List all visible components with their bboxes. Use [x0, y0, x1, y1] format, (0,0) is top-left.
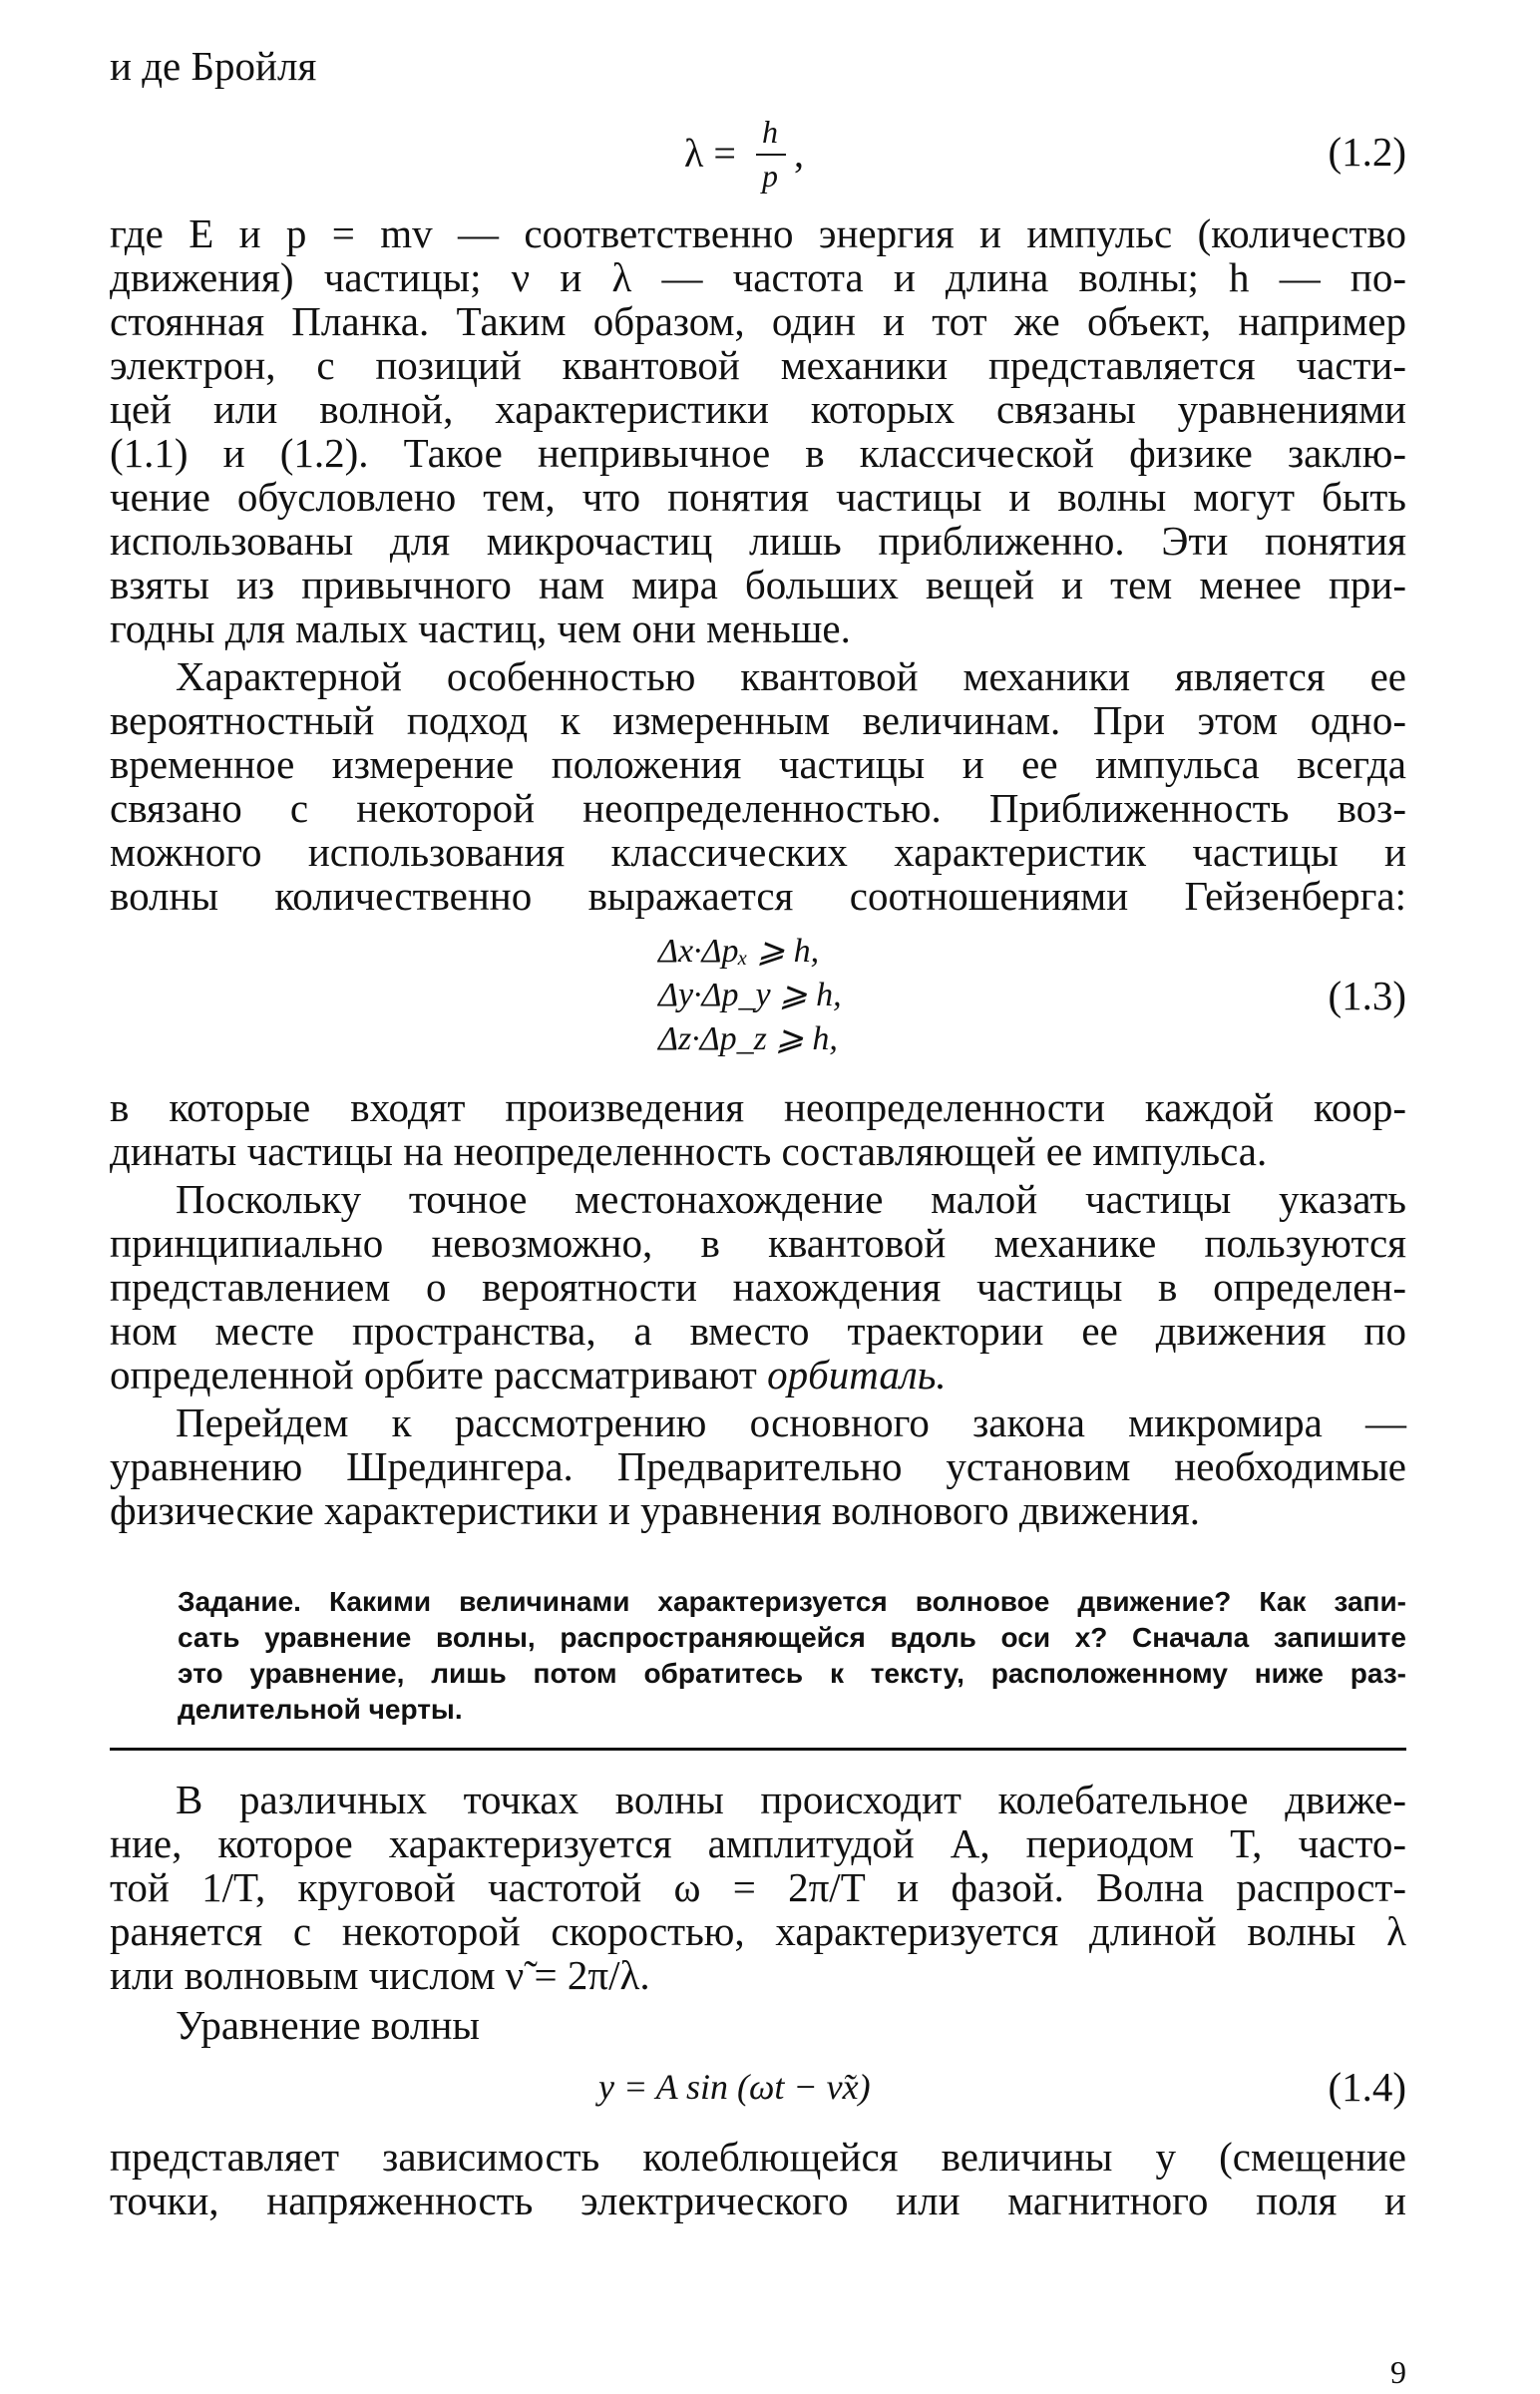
eq14-label: (1.4)	[1328, 2064, 1406, 2110]
eq13-label: (1.3)	[1328, 973, 1406, 1018]
eq12-denominator: p	[762, 158, 778, 194]
para2-line: волны количественно выражается соотношениями Гейзенберга:	[110, 873, 1406, 919]
para7-line: Уравнение волны	[176, 2002, 480, 2048]
eq13-line: Δx·Δpₓ ⩾ h,	[658, 933, 820, 970]
para4-line: ном месте пространства, а вместо траектории ее движения по	[110, 1308, 1406, 1354]
para5-line: Перейдем к рассмотрению основного закона микромира —	[176, 1399, 1406, 1445]
eq13-line: Δz·Δp_z ⩾ h,	[658, 1020, 838, 1057]
para2-line: временное измерение положения частицы и ее импульса всегда	[110, 741, 1406, 787]
para1-line: где E и p = mv — соответственно энергия и импульс (количество	[110, 210, 1406, 256]
para5-line: физические характеристики и уравнения волнового движения.	[110, 1487, 1201, 1533]
intro-line: и де Бройля	[110, 43, 317, 89]
para6-line: В различных точках волны происходит колебательное движе-	[176, 1777, 1406, 1822]
para1-line: (1.1) и (1.2). Такое непривычное в классической физике заклю-	[110, 430, 1406, 476]
divider-rule	[110, 1748, 1406, 1751]
para4-line: Поскольку точное местонахождение малой частицы указать	[176, 1176, 1406, 1222]
task-line: делительной черты.	[178, 1694, 463, 1725]
para4-line: представлением о вероятности нахождения частицы в определен-	[110, 1264, 1406, 1310]
task-line: это уравнение, лишь потом обратитесь к тексту, расположенному ниже раз-	[178, 1658, 1406, 1689]
eq12-lhs: λ =	[684, 131, 736, 176]
para4-last-text: определенной орбите рассматривают	[110, 1352, 757, 1397]
para1-line: цей или волной, характеристики которых связаны уравнениями	[110, 386, 1406, 432]
para1-line: взяты из привычного нам мира больших вещей и тем менее при-	[110, 562, 1406, 607]
para1-line: движения) частицы; ν и λ — частота и длина волны; h — по-	[110, 254, 1406, 300]
para6-line: той 1/T, круговой частотой ω = 2π/T и фазой. Волна распрост-	[110, 1864, 1406, 1910]
para6-line: раняется с некоторой скоростью, характеризуется длиной волны λ	[110, 1908, 1406, 1954]
para8-line: представляет зависимость колеблющейся величины y (смещение	[110, 2134, 1406, 2180]
para5-line: уравнению Шредингера. Предварительно установим необходимые	[110, 1443, 1406, 1489]
para6-line: или волновым числом ν̃ = 2π/λ.	[110, 1952, 650, 1998]
para6-line: ние, которое характеризуется амплитудой A, периодом T, часто-	[110, 1820, 1406, 1866]
para2-line: связано с некоторой неопределенностью. Приближенность воз-	[110, 785, 1406, 831]
para8-line: точки, напряженность электрического или магнитного поля и	[110, 2178, 1406, 2223]
para2-line: Характерной особенностью квантовой механики является ее	[176, 653, 1406, 699]
para2-line: можного использования классических характеристик частицы и	[110, 829, 1406, 875]
task-line: сать уравнение волны, распространяющейся вдоль оси x? Сначала запишите	[178, 1622, 1406, 1653]
eq12-fraction-bar	[756, 154, 786, 156]
orbital-term: орбиталь.	[767, 1352, 947, 1397]
para3-line: в которые входят произведения неопределенности каждой коор-	[110, 1084, 1406, 1130]
para1-line: годны для малых частиц, чем они меньше.	[110, 605, 851, 651]
para1-line: электрон, с позиций квантовой механики представляется части-	[110, 342, 1406, 388]
para1-line: стоянная Планка. Таким образом, один и тот же объект, например	[110, 298, 1406, 344]
para4-last-line	[110, 1353, 1406, 1396]
eq12-comma: ,	[794, 131, 804, 176]
para4-line: принципиально невозможно, в квантовой механике пользуются	[110, 1220, 1406, 1266]
para1-line: использованы для микрочастиц лишь приближенно. Эти понятия	[110, 518, 1406, 564]
eq13-line: Δy·Δp_y ⩾ h,	[658, 977, 842, 1013]
para2-line: вероятностный подход к измеренным величинам. При этом одно-	[110, 697, 1406, 743]
para1-line: чение обусловлено тем, что понятия частицы и волны могут быть	[110, 474, 1406, 520]
eq14-formula: y = A sin (ωt − ν̃x)	[598, 2067, 871, 2107]
para3-line: динаты частицы на неопределенность составляющей ее импульса.	[110, 1128, 1268, 1174]
eq12-label: (1.2)	[1328, 129, 1406, 175]
task-line: Задание. Какими величинами характеризуется волновое движение? Как запи-	[178, 1586, 1406, 1617]
page-number: 9	[1390, 2354, 1406, 2390]
eq12-numerator: h	[762, 114, 778, 150]
